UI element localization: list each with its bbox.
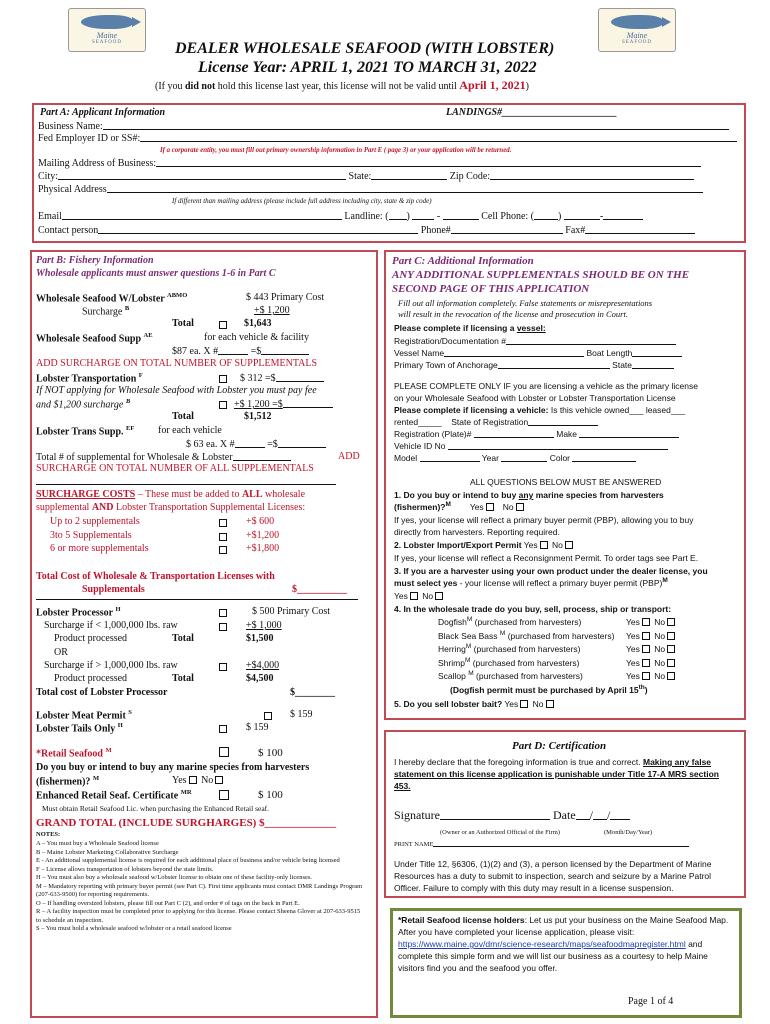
total-label: Total bbox=[172, 318, 194, 329]
vin-field[interactable]: Vehicle ID No bbox=[394, 440, 668, 452]
species-yes-no[interactable]: Yes No Yes No Yes No Yes No Yes No bbox=[626, 616, 677, 684]
form-title: DEALER WHOLESALE SEAFOOD (WITH LOBSTER) bbox=[175, 40, 555, 57]
page-number: Page 1 of 4 bbox=[628, 996, 674, 1007]
maine-seafood-logo-right bbox=[598, 8, 676, 52]
part-b-sub: Wholesale applicants must answer questions 1-6 in Part C bbox=[36, 268, 276, 279]
retail-seafood-label: *Retail Seafood $^M$ bbox=[36, 747, 112, 760]
fish-icon bbox=[611, 15, 663, 29]
retail-yes-no[interactable]: Yes No bbox=[172, 775, 225, 787]
wholesale-supp-desc: for each vehicle & facility bbox=[204, 332, 309, 343]
and-surcharge-note: and $1,200 surcharge $^B$ bbox=[36, 398, 131, 411]
part-c-banner: ANY ADDITIONAL SUPPLEMENTALS SHOULD BE ON THE SECOND PAGE OF THIS APPLICATION bbox=[392, 269, 690, 295]
question-1-note-1: If yes, your license will reflect a primary buyer permit (PBP), allowing you to buy bbox=[394, 515, 694, 525]
note-o: O – If handling oversized lobsters, please fill out Part C (2), and order # of tags on the back in Part E. bbox=[36, 899, 300, 907]
logo-sub: SEAFOOD bbox=[621, 40, 653, 45]
retail-seafood-checkbox[interactable] bbox=[217, 747, 231, 759]
wholesale-supp-fee[interactable]: $87 ea. X # =$ bbox=[172, 345, 309, 358]
vehicle-note-2: on your Wholesale Seafood with Lobster or Lobster Transportation License bbox=[394, 393, 676, 403]
vessel-name-field[interactable]: Vessel Name Boat Length bbox=[394, 347, 682, 359]
home-town-field[interactable]: Primary Town of Anchorage State bbox=[394, 359, 674, 371]
enhanced-retail-fee: $ 100 bbox=[258, 789, 283, 801]
validity-note: (If you did not hold this license last year, this license will not be valid until April 1, 2021) bbox=[155, 78, 529, 92]
enhanced-retail-label: Enhanced Retail Seaf. Certificate $^{MR}$ bbox=[36, 789, 192, 802]
note-b: B – Maine Lobster Marketing Collaborative Surcharge bbox=[36, 848, 179, 856]
sc-checkbox-1[interactable] bbox=[217, 518, 229, 529]
part-b-heading: Part B: Fishery Information bbox=[36, 255, 154, 266]
grand-total[interactable]: GRAND TOTAL (INCLUDE SURGHARGES) $_____________ bbox=[36, 817, 337, 829]
note-m: M – Mandatory reporting with primary buyer permit (see Part C). First time applicants must contact DMR Landings Program (207-633-9500) for reporting requirements. bbox=[36, 882, 363, 898]
fed-id-label[interactable]: Fed Employer ID or SS#: bbox=[38, 132, 737, 145]
total-value-1: $1,643 bbox=[244, 318, 272, 329]
tails-fee: $ 159 bbox=[246, 722, 269, 733]
processor-sc2: Surcharge if > 1,000,000 lbs. raw bbox=[44, 660, 178, 671]
surcharge-all-note: SURCHARGE ON TOTAL NUMBER OF ALL SUPPLEMENTALS bbox=[36, 463, 314, 474]
model-year-color-field[interactable]: Model Year Color bbox=[394, 452, 636, 464]
retail-question-2: (fishermen)? $^M$ bbox=[36, 775, 100, 788]
question-2-note: If yes, your license will reflect a Reconsignment Permit. To order tags see Part E. bbox=[394, 553, 699, 563]
divider bbox=[36, 599, 358, 600]
note-h: H – You must also buy a wholesale seafood w/Lobster license to obtain one of these facility-only licenses. bbox=[36, 874, 313, 881]
question-3b: must select yes - your license will reflect a primary buyer permit (PBP)$^M$ bbox=[394, 577, 668, 588]
owner-note: (Owner or an Authorized Official of the Firm) bbox=[440, 829, 560, 836]
physical-address-label[interactable]: Physical Address bbox=[38, 183, 703, 196]
reg-plate-field[interactable]: Registration (Plate)# Make bbox=[394, 428, 679, 440]
surcharge-fee: +$ 1,200 bbox=[254, 305, 290, 316]
lobster-trans-supp-desc: for each vehicle bbox=[158, 425, 222, 436]
species-scallop[interactable]: Scallop $^M$ (purchased from harvesters) bbox=[438, 670, 583, 681]
transportation-fee[interactable]: $ 312 =$ bbox=[240, 372, 324, 385]
vessel-question: Please complete if licensing a vessel: bbox=[394, 323, 546, 333]
sc-fee-2: +$1,200 bbox=[246, 530, 280, 541]
title-12-notice: Under Title 12, §6306, (1)(2) and (3), a person licensed by the Department of Marine Resources has a duty to submit to inspection, search and seizure by a Marine Patrol Officer. Failure to comply with this duty may result in a license suspension. bbox=[394, 859, 712, 893]
surcharge-costs-line2: supplemental AND Lobster Transportation Supplemental Licenses: bbox=[36, 502, 306, 513]
mailing-address-label[interactable]: Mailing Address of Business: bbox=[38, 157, 701, 170]
or-label: OR bbox=[54, 647, 68, 658]
sc-checkbox-3[interactable] bbox=[217, 545, 229, 556]
contact-phone-fax-row[interactable]: Contact person Phone# Fax# bbox=[38, 224, 695, 237]
question-1-note-2: directly from harvesters. Reporting required. bbox=[394, 527, 560, 537]
species-dogfish[interactable]: Dogfish$^M$ (purchased from harvesters) bbox=[438, 616, 582, 627]
lobster-trans-supp-label: Lobster Trans Supp. $^{EF}$ bbox=[36, 425, 135, 438]
wholesale-lobster-checkbox[interactable] bbox=[217, 320, 229, 331]
sc-fee-1: +$ 600 bbox=[246, 516, 275, 527]
lobster-trans-supp-fee[interactable]: $ 63 ea. X # =$ bbox=[186, 438, 326, 451]
license-year: License Year: APRIL 1, 2021 TO MARCH 31, 2022 bbox=[198, 59, 537, 76]
retail-seafood-map-text: *Retail Seafood license holders: Let us put your business on the Maine Seafood Map. After you have completed your license application, please visit: https://www.maine.gov/dmr/science-research/maps/seafoodmapregister.html and complete this simple form and we will list our business as a courtesy to help Maine visitors find you and the seafood you offer. bbox=[398, 915, 729, 973]
processor-processed-2: Product processed bbox=[54, 673, 128, 684]
physical-address-note: If different than mailing address (please include full address including city, state & zip code) bbox=[172, 197, 432, 205]
vehicle-note-1: PLEASE COMPLETE ONLY IF you are licensing a vehicle as the primary license bbox=[394, 381, 698, 391]
sc-checkbox-2[interactable] bbox=[217, 532, 229, 543]
enhanced-retail-checkbox[interactable] bbox=[217, 790, 231, 802]
print-name-field[interactable]: PRINT NAME bbox=[394, 839, 689, 850]
logo-sub: SEAFOOD bbox=[91, 40, 123, 45]
retail-question-1: Do you buy or intend to buy any marine species from harvesters bbox=[36, 762, 310, 773]
note-f: F – License allows transportation of lobsters beyond the state limits. bbox=[36, 865, 214, 873]
part-c-fill-2: will result in the revocation of the license and prosecution in Court. bbox=[398, 309, 628, 319]
question-1: 1. Do you buy or intend to buy any marine species from harvesters bbox=[394, 490, 664, 500]
processor-total-label-2: Total bbox=[172, 673, 194, 684]
fish-icon bbox=[81, 15, 133, 29]
question-3a: 3. If you are a harvester using your own product under the dealer license, you bbox=[394, 566, 708, 576]
note-r: R – A facility inspection must be completed prior to applying for this license. Please contact Sheena Glover at 207-633-9515 to schedule an inspection. bbox=[36, 908, 361, 924]
lobster-processor-label: Lobster Processor $^H$ bbox=[36, 606, 121, 619]
part-d-heading: Part D: Certification bbox=[512, 740, 607, 752]
signature-field[interactable]: Signature Date / / bbox=[394, 809, 630, 821]
sc-row-1: Up to 2 supplementals bbox=[50, 516, 140, 527]
processor-sc1-fee: +$ 1,000 bbox=[246, 620, 282, 631]
question-4: 4. In the wholesale trade do you buy, sell, process, ship or transport: bbox=[394, 604, 672, 614]
city-state-zip-row[interactable]: City: State: Zip Code: bbox=[38, 170, 694, 183]
part-c-fill-1: Fill out all information completely. False statements or misrepresentations bbox=[398, 298, 653, 308]
notes-heading: NOTES: bbox=[36, 831, 61, 838]
plus-1200-fee[interactable]: +$ 1,200 =$ bbox=[234, 398, 333, 411]
total-cost-value[interactable]: $__________ bbox=[292, 584, 347, 595]
lobster-transportation-label: Lobster Transportation $^F$ bbox=[36, 372, 143, 385]
sc-fee-3: +$1,800 bbox=[246, 543, 280, 554]
wholesale-lobster-fee: $ 443 Primary Cost bbox=[246, 292, 325, 303]
maine-seafood-logo-left bbox=[68, 8, 146, 52]
question-1b[interactable]: (fishermen)?$^M$ Yes No bbox=[394, 501, 526, 513]
species-herring[interactable]: Herring$^M$ (purchased from harvesters) bbox=[438, 643, 581, 654]
processor-fee: $ 500 Primary Cost bbox=[252, 606, 331, 617]
meat-permit-fee: $ 159 bbox=[290, 709, 313, 720]
processor-checkbox[interactable] bbox=[217, 608, 229, 619]
processor-total-2: $4,500 bbox=[246, 673, 274, 684]
processor-total-cost-value[interactable]: $________ bbox=[290, 687, 335, 698]
question-3-yes-no[interactable]: Yes No bbox=[394, 590, 445, 602]
processor-sc2-fee: +$4,000 bbox=[246, 660, 280, 671]
vehicle-question[interactable]: Please complete if licensing a vehicle: Is this vehicle owned___ leased___ bbox=[394, 405, 686, 415]
total-supplementals[interactable]: Total # of supplemental for Wholesale & Lobster bbox=[36, 451, 291, 464]
surcharge-label: Surcharge $^B$ bbox=[82, 305, 130, 318]
note-s: S – You must hold a wholesale seafood w/lobster or a retail seafood license bbox=[36, 925, 232, 932]
if-not-note: If NOT applying for Wholesale Seafood with Lobster you must pay fee bbox=[36, 385, 317, 396]
note-a: A – You must buy a Wholesale Seafood license bbox=[36, 840, 159, 847]
logo-text: Maine bbox=[96, 31, 118, 40]
species-list bbox=[438, 616, 614, 684]
retail-seafood-fee: $ 100 bbox=[258, 747, 283, 759]
add-label: ADD bbox=[338, 451, 360, 462]
tails-checkbox[interactable] bbox=[217, 724, 229, 735]
total-label-2: Total bbox=[172, 411, 194, 422]
corporate-note: If a corporate entity, you must fill out primary ownership information in Part E ( page 3) or your application will be returned. bbox=[160, 147, 512, 154]
total-cost-line2: Supplementals bbox=[82, 584, 145, 595]
transportation-checkbox[interactable] bbox=[217, 374, 229, 385]
part-a-heading: Part A: Applicant Information bbox=[40, 107, 166, 118]
all-questions-note: ALL QUESTIONS BELOW MUST BE ANSWERED bbox=[470, 477, 662, 487]
seafood-map-link[interactable]: https://www.maine.gov/dmr/science-research/maps/seafoodmapregister.html bbox=[398, 939, 686, 949]
question-2[interactable]: 2. Lobster Import/Export Permit Yes No bbox=[394, 539, 575, 551]
meat-permit-checkbox[interactable] bbox=[262, 711, 274, 722]
date-note: (Month/Day/Year) bbox=[604, 829, 653, 836]
rented-field[interactable]: rented_____ State of Registration bbox=[394, 416, 598, 428]
processor-sc1: Surcharge if < 1,000,000 lbs. raw bbox=[44, 620, 178, 631]
email-landline-cell-row[interactable]: Email Landline: ( ) - Cell Phone: ( ) - bbox=[38, 210, 643, 223]
logo-text: Maine bbox=[626, 31, 648, 40]
note-e: E - An additional supplemental license is required for each additional place of business and/or vehicle being licensed bbox=[36, 857, 340, 864]
divider bbox=[36, 484, 336, 485]
total-value-2: $1,512 bbox=[244, 411, 272, 422]
surcharge-checkbox[interactable] bbox=[217, 400, 229, 411]
sc-row-3: 6 or more supplementals bbox=[50, 543, 149, 554]
notes-list bbox=[36, 840, 366, 934]
enhanced-note: Must obtain Retail Seafood Lic. when purchasing the Enhanced Retail seaf. bbox=[42, 804, 270, 813]
wholesale-lobster-label: Wholesale Seafood W/Lobster $^{ABMO}$ bbox=[36, 292, 188, 305]
species-black-sea-bass[interactable]: Black Sea Bass $^M$ (purchased from harvesters) bbox=[438, 629, 615, 641]
certification-text: I hereby declare that the foregoing information is true and correct. Making any false statement on this license application is punishable under Title 17-A MRS section 453. bbox=[394, 757, 719, 791]
question-5[interactable]: 5. Do you sell lobster bait? Yes No bbox=[394, 698, 556, 710]
add-surcharge-note: ADD SURCHARGE ON TOTAL NUMBER OF SUPPLEMENTALS bbox=[36, 358, 318, 369]
processor-sc2-checkbox[interactable] bbox=[217, 662, 229, 673]
reg-doc-field[interactable]: Registration/Documentation # bbox=[394, 335, 676, 347]
processor-total-label-1: Total bbox=[172, 633, 194, 644]
processor-total-1: $1,500 bbox=[246, 633, 274, 644]
landings-field[interactable]: LANDINGS#_______________________ bbox=[446, 107, 618, 118]
processor-sc1-checkbox[interactable] bbox=[217, 622, 229, 633]
sc-row-2: 3to 5 Supplementals bbox=[50, 530, 132, 541]
part-c-heading: Part C: Additional Information bbox=[392, 255, 534, 267]
lobster-meat-permit-label: Lobster Meat Permit $^S$ bbox=[36, 709, 132, 722]
processor-total-cost-label: Total cost of Lobster Processor bbox=[36, 687, 168, 698]
surcharge-costs-line1: SURCHARGE COSTS – These must be added to ALL wholesale bbox=[36, 489, 306, 500]
processor-processed-1: Product processed bbox=[54, 633, 128, 644]
species-shrimp[interactable]: Shrimp$^M$ (purchased from harvesters) bbox=[438, 656, 580, 668]
wholesale-supp-label: Wholesale Seafood Supp $^{AE}$ bbox=[36, 332, 153, 345]
lobster-tails-label: Lobster Tails Only $^H$ bbox=[36, 722, 123, 735]
dogfish-note: (Dogfish permit must be purchased by April 15th) bbox=[450, 684, 648, 695]
total-cost-line1: Total Cost of Wholesale & Transportation Licenses with bbox=[36, 571, 275, 582]
business-name-label[interactable]: Business Name: bbox=[38, 120, 729, 133]
